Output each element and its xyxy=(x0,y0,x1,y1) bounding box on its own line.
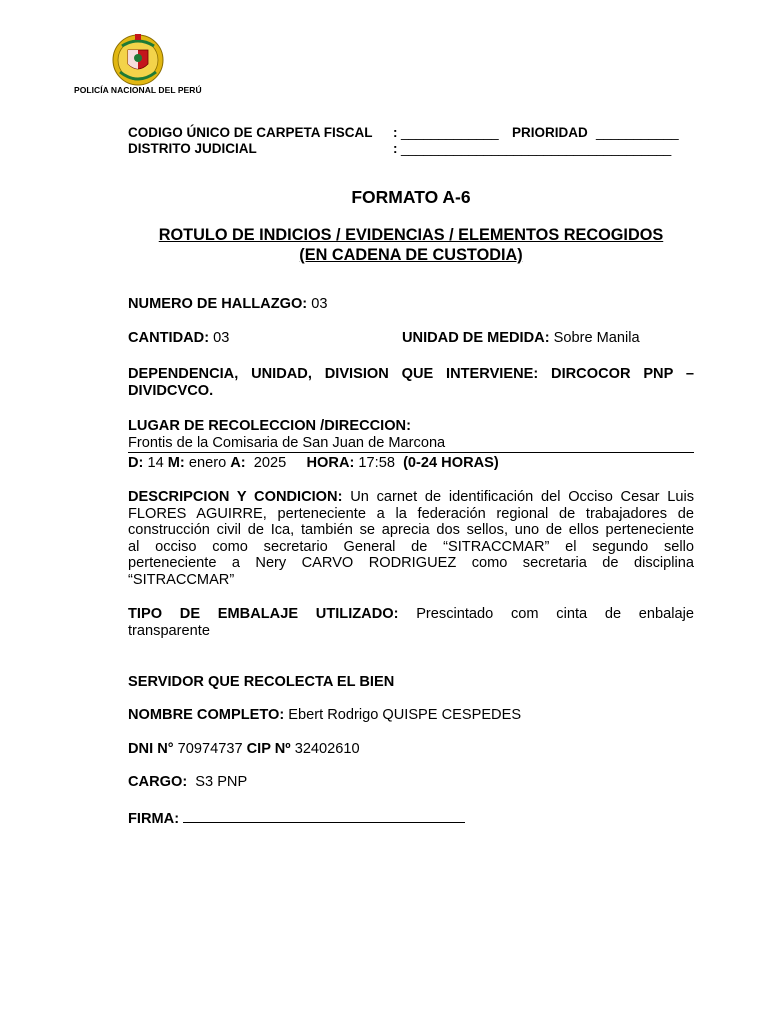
cip-label: CIP Nº xyxy=(246,741,291,757)
cargo-row xyxy=(128,774,694,791)
logo-caption: POLICÍA NACIONAL DEL PERÚ xyxy=(74,85,202,95)
descripcion-line-5: perteneciente a Nery CARVO RODRIGUEZ como secretaria de disciplina xyxy=(128,555,694,572)
embalaje-line-1 xyxy=(128,606,694,623)
dni-value: 70974737 xyxy=(177,741,243,757)
servidor-heading: SERVIDOR QUE RECOLECTA EL BIEN xyxy=(128,674,395,690)
unidad-row xyxy=(402,330,694,347)
descripcion-line-1 xyxy=(128,489,694,506)
unidad-value: Sobre Manila xyxy=(553,330,640,346)
codigo-sep: : xyxy=(393,125,398,140)
pnp-emblem-icon xyxy=(108,28,168,88)
divider-line xyxy=(128,452,694,453)
codigo-label: CODIGO ÚNICO DE CARPETA FISCAL xyxy=(128,125,373,140)
document-subtitle xyxy=(128,225,694,265)
firma-label: FIRMA: xyxy=(128,811,180,827)
dia-label: D: xyxy=(128,455,144,471)
cip-value: 32402610 xyxy=(294,741,360,757)
descripcion-text-1: Un carnet de identificación del Occiso Cesar Luis xyxy=(350,489,694,505)
subtitle-line-1: ROTULO DE INDICIOS / EVIDENCIAS / ELEMENTOS RECOGIDOS xyxy=(158,226,664,244)
dependencia-line-1: DEPENDENCIA, UNIDAD, DIVISION QUE INTERVIENE: DIRCOCOR PNP – xyxy=(128,366,694,382)
anio-value: 2025 xyxy=(253,455,287,471)
hora-label: HORA: xyxy=(306,455,355,471)
cargo-value: S3 PNP xyxy=(195,774,248,790)
firma-row xyxy=(128,808,694,828)
signature-line xyxy=(183,808,465,823)
embalaje-value-1: Prescintado com cinta de enbalaje xyxy=(416,606,694,622)
distrito-label: DISTRITO JUDICIAL xyxy=(128,141,257,156)
cantidad-row xyxy=(128,330,388,347)
descripcion-line-6: “SITRACCMAR” xyxy=(128,571,235,588)
nombre-value: Ebert Rodrigo QUISPE CESPEDES xyxy=(288,707,522,723)
prioridad-label: PRIORIDAD xyxy=(512,125,588,140)
page-title: FORMATO A-6 xyxy=(351,187,471,207)
hora-value: 17:58 xyxy=(358,455,395,471)
dni-cip-row xyxy=(128,741,694,758)
subtitle-line-2: (EN CADENA DE CUSTODIA) xyxy=(299,246,523,264)
mes-value: enero xyxy=(188,455,227,471)
fecha-hora-row xyxy=(128,455,694,472)
unidad-label: UNIDAD DE MEDIDA: xyxy=(402,330,550,346)
hora-format: (0-24 HORAS) xyxy=(403,455,499,471)
dependencia-block xyxy=(128,366,694,399)
hallazgo-row xyxy=(128,296,694,313)
anio-label: A: xyxy=(230,455,246,471)
hallazgo-label: NUMERO DE HALLAZGO: xyxy=(128,296,308,312)
lugar-block xyxy=(128,418,694,451)
lugar-value: Frontis de la Comisaria de San Juan de Marcona xyxy=(128,434,446,451)
descripcion-block xyxy=(128,489,694,589)
cargo-label: CARGO: xyxy=(128,774,188,790)
descripcion-line-2: FLORES AGUIRRE, perteneciente a la federación regional de trabajadores de xyxy=(128,505,694,522)
cantidad-label: CANTIDAD: xyxy=(128,330,210,346)
lugar-label: LUGAR DE RECOLECCION /DIRECCION: xyxy=(128,418,411,434)
embalaje-line-2: transparente xyxy=(128,622,210,639)
hallazgo-value: 03 xyxy=(311,296,328,312)
cantidad-value: 03 xyxy=(213,330,230,346)
descripcion-line-3: construcción civil de Ica, también se aprecia dos sellos, uno de ellos perteneciente xyxy=(128,522,694,539)
descripcion-line-4: al occiso como secretario General de “SITRACCMAR” el segundo sello xyxy=(128,538,694,555)
descripcion-label: DESCRIPCION Y CONDICION: xyxy=(128,489,343,505)
codigo-value: _____________ xyxy=(401,125,499,140)
nombre-label: NOMBRE COMPLETO: xyxy=(128,707,285,723)
dni-label: DNI N° xyxy=(128,741,174,757)
pnp-emblem-logo xyxy=(108,28,168,88)
prioridad-value: ___________ xyxy=(596,125,679,140)
embalaje-block xyxy=(128,606,694,639)
mes-label: M: xyxy=(167,455,185,471)
dependencia-line-2: DIVIDCVCO. xyxy=(128,382,214,399)
distrito-sep: : xyxy=(393,141,398,156)
dia-value: 14 xyxy=(147,455,164,471)
embalaje-label: TIPO DE EMBALAJE UTILIZADO: xyxy=(128,606,399,622)
distrito-value: ____________________________________ xyxy=(401,141,672,156)
nombre-row xyxy=(128,707,694,724)
